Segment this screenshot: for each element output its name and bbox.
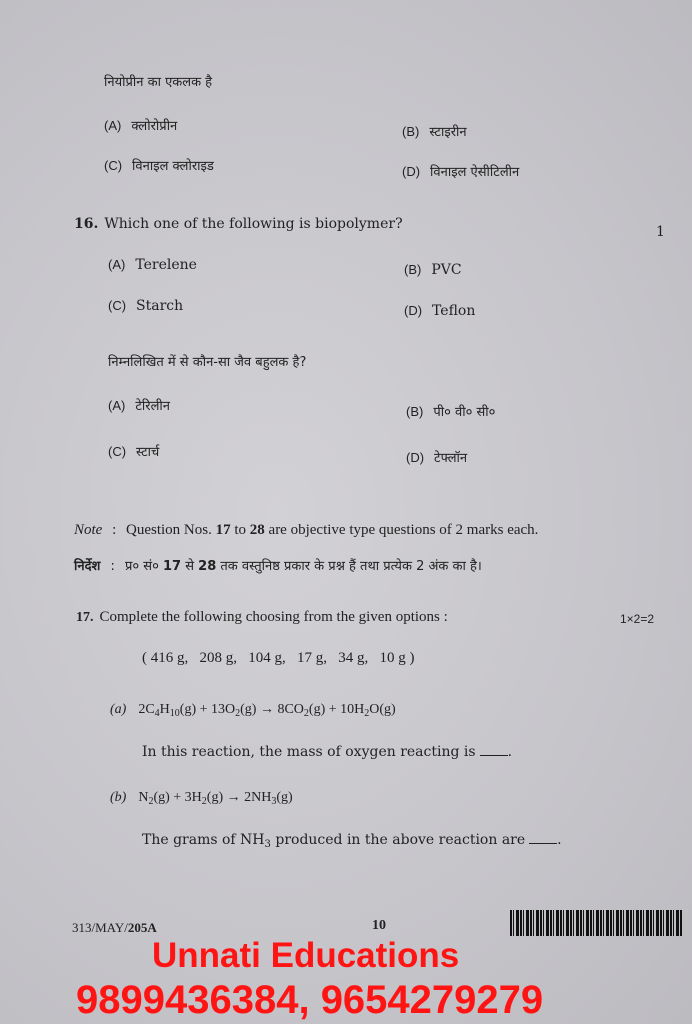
q16-stem-row [74,216,403,232]
option-text: PVC [431,262,462,278]
option-text: Teflon [432,303,476,319]
paper-code-suffix: 205A [127,920,157,935]
option-label: (C) [108,444,127,459]
note-hindi-to: 28 [198,559,217,574]
option-text: विनाइल ऐसीटिलीन [430,165,520,180]
option-text: Terelene [135,257,197,273]
option-text: स्टाइरीन [429,125,467,140]
question-number: 16. [74,216,99,232]
q15-option-b [402,122,467,140]
option-text: टेरिलीन [135,399,170,414]
part-label: (a) [110,702,127,717]
q16-hindi-stem: निम्नलिखित में से कौन-सा जैव बहुलक है? [108,355,307,370]
option-text: Starch [136,298,184,314]
eq-seg: O(g) [369,702,396,717]
eq-seg: (g) + 10H [308,702,365,717]
eq-sub: 2 [148,796,154,807]
eq-sub: 4 [154,708,160,719]
eq-sub: 2 [364,708,370,719]
option-text: विनाइल क्लोराइड [132,159,214,174]
page-number: 10 [372,918,386,933]
answer-blank[interactable] [529,843,557,844]
note-hindi-label: निर्देश [74,559,101,574]
option-label: (B) [406,404,424,419]
q16-hindi-option-c [108,442,159,460]
note-hindi [74,556,482,574]
option-label: (A) [108,398,126,413]
paper-code [72,920,157,936]
q15-option-d [402,162,519,180]
note-post: are objective type questions of 2 marks each. [268,522,539,538]
question-text: Complete the following choosing from the given options : [99,609,448,625]
option-label: (C) [104,158,123,173]
note-hindi-post: तक वस्तुनिष्ठ प्रकार के प्रश्न हैं तथा प्रत्येक 2 अंक का है। [220,559,482,574]
option-label: (A) [108,257,126,272]
eq-seg: (g) → 2NH [206,790,272,805]
option-label: (D) [402,164,421,179]
eq-seg: (g) [276,790,293,805]
note-sep: : [112,522,117,538]
question-text: produced in the above reaction are [275,832,526,848]
option-label: (C) [108,298,127,313]
q17b-question [142,832,562,848]
q17-choices: ( 416 g, 208 g, 104 g, 17 g, 34 g, 10 g ) [142,650,415,666]
answer-blank[interactable] [480,755,508,756]
equation [138,790,292,805]
note-hindi-pre: प्र० सं० [125,559,159,574]
q16-hindi-option-b [406,402,495,420]
option-text: स्टार्च [136,445,160,460]
watermark-phone: 9899436384, 9654279279 [76,978,544,1022]
eq-sub: 3 [271,796,277,807]
eq-seg: H [159,702,170,717]
note-hindi-mid: से [185,559,195,574]
option-text: क्लोरोप्रीन [131,119,178,134]
q15-hindi-stem: नियोप्रीन का एकलक है [104,75,213,90]
note-hindi-sep: : [110,559,115,574]
paper-code-prefix: 313/MAY/ [72,920,128,935]
note-pre: Question Nos. [126,522,212,538]
q16-hindi-option-d [406,448,467,466]
q17a-equation-row [110,702,396,718]
question-text: In this reaction, the mass of oxygen reacting is [142,744,476,760]
eq-seg: (g) + 3H [153,790,202,805]
eq-sub: 10 [169,708,180,719]
note-from: 17 [215,522,231,538]
option-label: (B) [404,262,422,277]
q17a-question [142,744,512,760]
q16-option-c [108,298,183,314]
eq-seg: 2C [138,702,155,717]
end-punct: . [507,744,513,760]
option-label: (B) [402,124,420,139]
question-text: Which one of the following is biopolymer? [104,216,403,232]
q15-option-c [104,156,214,174]
watermark-brand: Unnati Educations [152,936,460,975]
note-label: Note [74,522,103,538]
end-punct: . [557,832,562,848]
q17-stem-row [76,609,448,626]
option-text: टेफ्लॉन [434,451,468,466]
q17b-equation-row [110,790,293,806]
q15-option-a [104,116,177,134]
q16-hindi-option-a [108,396,170,414]
note-to: 28 [249,522,265,538]
q16-option-d [404,303,475,319]
note-english [74,522,538,539]
eq-seg: (g) → 8CO [240,702,304,717]
eq-seg: N [138,790,149,805]
option-label: (A) [104,118,122,133]
q16-marks: 1 [656,224,665,240]
part-label: (b) [110,790,127,805]
eq-sub: 2 [201,796,207,807]
option-text: पी० वी० सी० [433,405,496,420]
question-sub: 3 [264,839,271,850]
note-to-word: to [234,522,247,538]
option-label: (D) [406,450,425,465]
q16-option-b [404,262,462,278]
eq-sub: 2 [235,708,241,719]
note-hindi-from: 17 [162,559,182,574]
equation [138,702,395,717]
eq-seg: (g) + 13O [179,702,236,717]
q17-marks: 1×2=2 [620,612,655,626]
question-text: The grams of NH [142,832,265,848]
barcode-icon [510,910,682,936]
q16-option-a [108,257,197,273]
question-number: 17. [76,610,94,625]
eq-sub: 2 [303,708,309,719]
option-label: (D) [404,303,423,318]
